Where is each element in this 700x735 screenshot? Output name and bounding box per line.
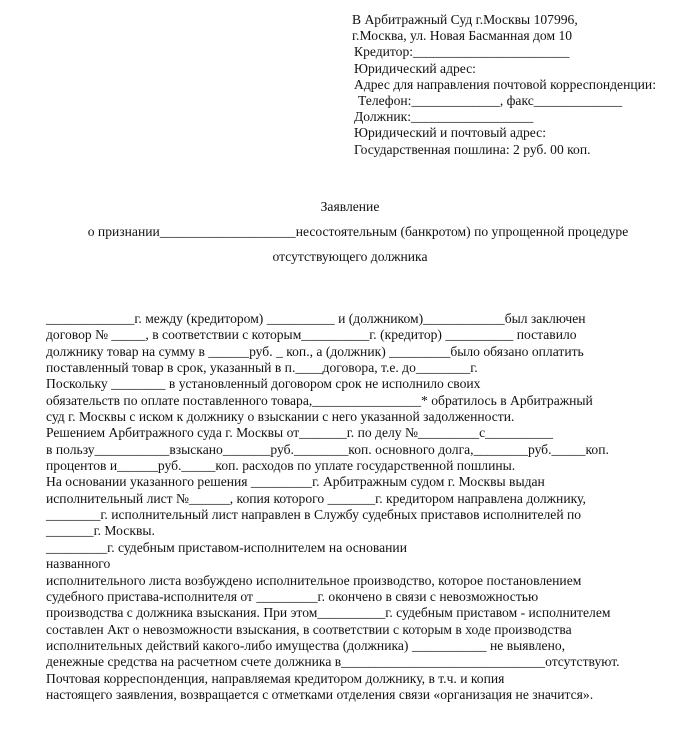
body-line: должнику товар на сумму в ______руб. _ коп., а (должник) _________было обязано оплатить [46,343,584,359]
body-line: _________г. судебным приставом-исполнителем на основании [46,539,407,555]
state-fee-line: Государственная пошлина: 2 руб. 00 коп. [354,141,591,157]
body-line: денежные средства на расчетном счете должника в______________________________отсутствуют. [46,654,620,670]
body-line: названного [46,556,111,572]
legal-address-line: Юридический адрес: [354,60,476,76]
body-line: суд г. Москвы с иском к должнику о взыскании с него указанной задолженности. [46,409,515,425]
document-subtitle-2: отсутствующего должника [272,249,428,264]
body-line: Поскольку ________ в установленный договором срок не исполнило своих [46,376,481,392]
body-line: _______г. Москвы. [46,523,155,539]
body-line: исполнительный лист №______, копия которого _______г. кредитором направлена должнику, [46,490,586,506]
creditor-line: Кредитор:_______________________ [354,44,570,60]
phone-fax-line: Телефон:_____________, факс_____________ [358,93,623,109]
addressee-block [352,12,656,158]
statement-body [46,311,666,703]
debtor-address-line: Юридический и почтовый адрес: [354,125,546,141]
body-line: производства с должника взыскания. При этом__________г. судебным приставом - исполнителем [46,605,611,621]
court-line-1: В Арбитражный Суд г.Москвы 107996, [352,12,578,27]
body-line: договор № _____, в соответствии с которым__________г. (кредитор) __________ поставило [46,327,577,343]
body-line: настоящего заявления, возвращается с отметками отделения связи «организация не значится». [46,686,594,702]
document-title: Заявление [320,199,380,214]
body-line: ________г. исполнительный лист направлен в Службу судебных приставов исполнителей по [46,507,582,523]
body-line: обязательств по оплате поставленного товара,________________* обратилось в Арбитражный [46,392,593,408]
body-line: Почтовая корреспонденция, направляемая кредитором должнику, в т.ч. и копия [46,670,505,686]
body-line: исполнительных действий какого-либо имущества (должника) ___________ не выявлено, [46,637,566,653]
court-address-line: г.Москва, ул. Новая Басманная дом 10 [352,28,573,44]
debtor-line: Должник:__________________ [354,109,534,125]
body-line: _____________г. между (кредитором) __________ и (должником)____________был заключен [46,311,586,326]
mailing-address-line: Адрес для направления почтовой корреспонденции: [354,76,656,92]
body-line: судебного пристава-исполнителя от _________г. окончено в связи с невозможностью [46,588,539,604]
body-line: составлен Акт о невозможности взыскания, в соответствии с которым в ходе производства [46,621,572,637]
body-line: в пользу___________взыскано_______руб.________коп. основного долга,________руб._____коп. [46,441,609,457]
body-line: Решением Арбитражного суда г. Москвы от_______г. по делу №_________с__________ [46,425,554,441]
body-line: исполнительного листа возбуждено исполнительное производство, которое постановлением [46,572,582,588]
body-line: На основании указанного решения _________г. Арбитражным судом г. Москвы выдан [46,474,545,490]
body-line: процентов и______руб._____коп. расходов по уплате государственной пошлины. [46,458,516,474]
body-line: поставленный товар в срок, указанный в п.____договора, т.е. до________г. [46,360,478,376]
document-subtitle: о признании____________________несостоятельным (банкротом) по упрощенной процедуре [87,224,629,239]
